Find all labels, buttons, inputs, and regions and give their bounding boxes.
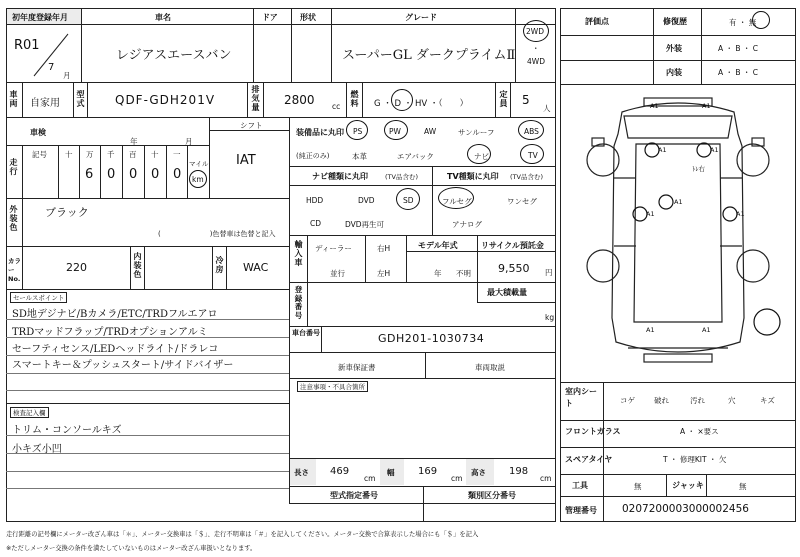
drive-4wd: 4WD bbox=[527, 57, 545, 66]
new-car-warranty: 新車保証書 bbox=[338, 363, 376, 372]
tv-label: TV種類に丸印 bbox=[447, 172, 499, 181]
door-label: ドア bbox=[262, 13, 278, 22]
digit-4: 0 bbox=[151, 167, 160, 182]
equip-pw: PW bbox=[389, 127, 401, 136]
digit-5: 0 bbox=[173, 167, 182, 182]
seat-scratch: キズ bbox=[760, 396, 775, 405]
grade-value: スーパーGL ダークプライムⅡ bbox=[342, 48, 516, 63]
a1-rear-left: A1 bbox=[646, 326, 655, 334]
fuel-circle bbox=[391, 89, 413, 111]
sales-line-2: TRDマッドフラップ/TRDオプションアルミ bbox=[12, 327, 208, 338]
history-circle bbox=[752, 11, 770, 29]
nav-hdd: HDD bbox=[306, 196, 324, 205]
tools-value: 無 bbox=[634, 482, 642, 491]
equip-ps-circle bbox=[346, 120, 368, 140]
recycle-label: リサイクル預託金 bbox=[481, 241, 544, 250]
nav-cd: CD bbox=[310, 219, 322, 228]
notes-label: 注意事項・不具合箇所 bbox=[297, 381, 368, 392]
tools-label: 工具 bbox=[572, 481, 588, 490]
equip-airbag: エアバック bbox=[397, 152, 434, 161]
nav-sub: (TV品含む) bbox=[385, 173, 418, 181]
import-right-h: 右H bbox=[377, 244, 391, 253]
inspection-month-unit: 月 bbox=[185, 137, 193, 146]
drive-2wd: 2WD bbox=[526, 27, 544, 36]
model-value: QDF-GDH201V bbox=[115, 93, 216, 107]
equipment-sub: (純正のみ) bbox=[296, 152, 330, 160]
a1-right-door: A1 bbox=[736, 210, 745, 218]
equip-abs: ABS bbox=[524, 127, 539, 136]
tv-oneseg: ワンセグ bbox=[507, 197, 537, 206]
spare-label: スペアタイヤ bbox=[565, 455, 613, 464]
tv-analog: アナログ bbox=[452, 220, 482, 229]
usage-value: 自家用 bbox=[30, 98, 60, 109]
car-name-label: 車名 bbox=[155, 13, 171, 22]
windshield-value: A ・ ×要ス bbox=[680, 427, 719, 436]
width-label: 幅 bbox=[387, 468, 395, 477]
a1-rear-right: A1 bbox=[702, 326, 711, 334]
equip-tv: TV bbox=[528, 151, 538, 160]
recycle-unit: 円 bbox=[545, 268, 553, 277]
equip-tv-circle bbox=[520, 144, 544, 164]
recycle-value: 9,550 bbox=[498, 262, 530, 275]
jack-value: 無 bbox=[739, 482, 747, 491]
tv-fullseg: フルセグ bbox=[442, 197, 472, 206]
interior-label: 内装 bbox=[666, 68, 682, 77]
ac-value: WAC bbox=[243, 261, 269, 274]
color-code-label: カラーNo. bbox=[8, 257, 21, 283]
exterior-label: 外装 bbox=[666, 44, 682, 53]
mileage-sign-label: 記号 bbox=[32, 150, 47, 159]
sales-line-3: セーフティセンス/LEDヘッドライト/ドラレコ bbox=[12, 344, 219, 355]
shift-value: IAT bbox=[236, 153, 256, 168]
a1-hood: A1 bbox=[658, 146, 667, 154]
disp-label: 排気量 bbox=[251, 85, 260, 112]
interior-value: A ・ B ・ C bbox=[718, 68, 759, 77]
mile-label: マイル bbox=[189, 160, 209, 168]
sales-line-4: スマートキー＆プッシュスタート/サイドバイザー bbox=[12, 360, 234, 371]
shape-label: 形状 bbox=[300, 13, 316, 22]
type-cert-label: 型式指定番号 bbox=[330, 491, 378, 500]
color-label: 外装色 bbox=[9, 205, 18, 232]
import-dealer: ディーラー bbox=[315, 244, 352, 253]
height-value: 198 bbox=[509, 466, 529, 477]
vehicle-manual: 車両取説 bbox=[475, 363, 505, 372]
equip-pw-circle bbox=[384, 120, 408, 140]
history-value: 有 ・ 無 bbox=[729, 18, 757, 27]
inspector-line-2: 小キズ小凹 bbox=[12, 444, 62, 455]
a1-front-left: A1 bbox=[650, 102, 659, 110]
rt-label: ﾄﾚ右 bbox=[692, 165, 705, 173]
reg-month-value: 7 bbox=[48, 62, 55, 73]
import-label: 輸入車 bbox=[294, 240, 303, 267]
equip-leather: 本革 bbox=[352, 152, 367, 161]
tv-sub: (TV品含む) bbox=[510, 173, 543, 181]
equip-navi: ナビ bbox=[474, 152, 489, 161]
spare-value: T ・ 修理KIT ・ 欠 bbox=[663, 455, 727, 464]
color-note: ( )色替車は色替と記入 bbox=[158, 230, 276, 238]
equip-ps: PS bbox=[353, 127, 363, 136]
car-body-diagram bbox=[562, 86, 794, 382]
length-label: 長さ bbox=[294, 468, 309, 477]
import-parallel: 並行 bbox=[330, 269, 345, 278]
fuel-label: 燃料 bbox=[350, 90, 359, 108]
width-unit: cm bbox=[451, 474, 463, 483]
drive-dot: ・ bbox=[532, 44, 540, 53]
footnote-line-1: 走行距離の記号欄にメーター改ざん車は「＊」、メーター交換車は「＄」、走行不明車は「＃」を記入してください。メーター交換で合算表示した場合にも「＄」を記入 bbox=[6, 531, 479, 538]
usage-label: 車両 bbox=[9, 90, 18, 108]
inspection-label: 車検 bbox=[30, 128, 46, 137]
digit-2: 0 bbox=[107, 167, 116, 182]
color-value: ブラック bbox=[45, 206, 89, 219]
model-year-value: 不明 bbox=[456, 269, 471, 278]
shift-label: シフト bbox=[240, 121, 263, 130]
class-label: 類別区分番号 bbox=[468, 491, 516, 500]
grade-label: グレード bbox=[405, 13, 437, 22]
equip-aw: AW bbox=[424, 127, 437, 136]
reg-year-label: 初年度登録年月 bbox=[12, 13, 68, 22]
equipment-label: 装備品に丸印 bbox=[296, 128, 344, 137]
unit-5: 一 bbox=[173, 150, 181, 159]
reg-no-label: 登録番号 bbox=[294, 285, 303, 320]
a1-roof: A1 bbox=[674, 198, 683, 206]
a1-left-door: A1 bbox=[646, 210, 655, 218]
inspector-line-1: トリム・コンソールキズ bbox=[12, 425, 122, 436]
mgmt-value: 0207200003000002456 bbox=[622, 503, 749, 515]
footnote-line-2: ※ただしメーター交換の条件を満たしていないものはメーター改ざん車扱いとなります。 bbox=[6, 545, 257, 552]
inspection-year-unit: 年 bbox=[130, 137, 138, 146]
capacity-value: 5 bbox=[522, 93, 530, 107]
interior-color-label: 内装色 bbox=[133, 252, 142, 279]
model-year-label: モデル年式 bbox=[418, 241, 458, 250]
chassis-value: GDH201-1030734 bbox=[378, 332, 485, 345]
color-code-value: 220 bbox=[66, 261, 87, 274]
history-label: 修復歴 bbox=[663, 17, 687, 26]
unit-2: 千 bbox=[107, 150, 115, 159]
unit-0: 十 bbox=[65, 150, 73, 159]
main-form bbox=[6, 8, 556, 522]
capacity-label: 定員 bbox=[499, 90, 508, 108]
tv-fullseg-circle bbox=[438, 187, 474, 209]
max-load-label: 最大積載量 bbox=[487, 288, 527, 297]
digit-1: 6 bbox=[85, 167, 94, 182]
width-value: 169 bbox=[418, 466, 438, 477]
fuel-value: G ・ D ・ HV ・（ ） bbox=[374, 99, 469, 109]
length-value: 469 bbox=[330, 466, 350, 477]
seat-dirt: 汚れ bbox=[690, 396, 705, 405]
eval-point-label: 評価点 bbox=[585, 17, 609, 26]
chassis-label: 車台番号 bbox=[292, 329, 320, 337]
mgmt-label: 管理番号 bbox=[565, 506, 597, 515]
import-left-h: 左H bbox=[377, 269, 391, 278]
seat-hole: 穴 bbox=[728, 396, 736, 405]
reg-year-value: R01 bbox=[14, 38, 40, 53]
equip-navi-circle bbox=[467, 144, 491, 164]
a1-front-right: A1 bbox=[702, 102, 711, 110]
reg-month-unit: 月 bbox=[63, 71, 71, 80]
unit-4: 十 bbox=[151, 150, 159, 159]
nav-sd: SD bbox=[403, 196, 414, 205]
exterior-value: A ・ B ・ C bbox=[718, 44, 759, 53]
capacity-unit: 人 bbox=[543, 104, 551, 113]
nav-dvd: DVD bbox=[358, 196, 375, 205]
max-load-unit: kg bbox=[545, 313, 555, 322]
nav-label: ナビ種類に丸印 bbox=[312, 172, 368, 181]
length-unit: cm bbox=[364, 474, 376, 483]
ac-label: 冷房 bbox=[215, 256, 224, 274]
unit-1: 万 bbox=[86, 150, 94, 159]
sales-line-1: SD地デジナビ/Bカメラ/ETC/TRDフルエアロ bbox=[12, 309, 218, 320]
equip-sunroof: サンルーフ bbox=[458, 128, 495, 137]
nav-sd-circle bbox=[396, 188, 420, 210]
windshield-label: フロントガラス bbox=[565, 427, 621, 436]
car-name-value: レジアスエースバン bbox=[116, 48, 232, 63]
mileage-label: 走行 bbox=[9, 158, 18, 176]
jack-label: ジャッキ bbox=[672, 481, 704, 490]
seat-burn: コゲ bbox=[620, 396, 635, 405]
a1-right: A1 bbox=[710, 146, 719, 154]
height-unit: cm bbox=[540, 474, 552, 483]
nav-dvd-play: DVD再生可 bbox=[345, 220, 385, 229]
unit-3: 百 bbox=[129, 150, 137, 159]
equip-abs-circle bbox=[518, 120, 544, 140]
inspector-label: 検査記入欄 bbox=[10, 407, 49, 418]
disp-unit: cc bbox=[332, 102, 341, 111]
seat-tear: 破れ bbox=[654, 396, 669, 405]
model-year-unit: 年 bbox=[434, 269, 442, 278]
sales-points-label: セールスポイント bbox=[10, 292, 67, 303]
interior-seat-label: 室内シート bbox=[565, 387, 597, 408]
model-label: 型式 bbox=[76, 90, 85, 108]
km-label: km bbox=[192, 175, 204, 184]
digit-3: 0 bbox=[129, 167, 138, 182]
disp-value: 2800 bbox=[284, 93, 315, 107]
height-label: 高さ bbox=[471, 468, 486, 477]
